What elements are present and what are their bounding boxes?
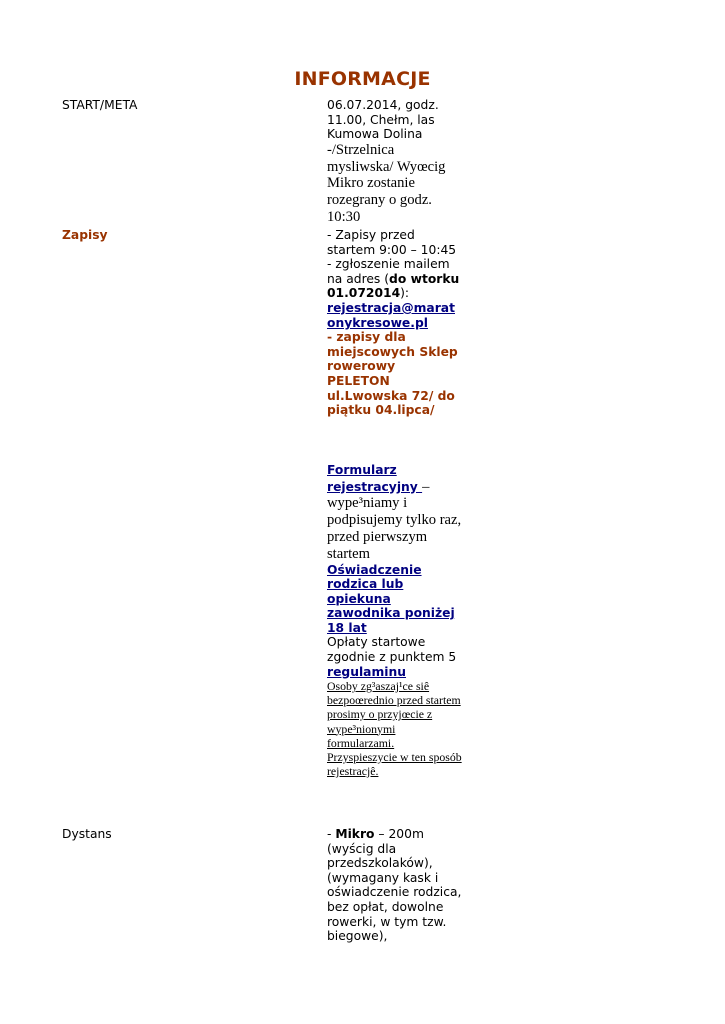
zapisy-deadline: do wtorku 01.072014 — [327, 271, 460, 301]
fees-text: Opłaty startowe zgodnie z punktem 5 regulaminu — [327, 635, 457, 679]
start-meta-venue-note: -/Strzelnica mysliwska/ Wyœcig Mikro zostanie rozegrany o godz. 10:30 — [327, 141, 446, 225]
zapisy-local-shop-info: - zapisy dla miejscowych Sklep rowerowy PELETON ul.Lwowska 72/ do piątku 04.lipca/ — [327, 330, 458, 418]
zapisy-email-info: - zgłoszenie mailem na adres (do wtorku 01.072014): — [327, 257, 460, 301]
zapisy-onsite-hours: - Zapisy przed startem 9:00 – 10:45 — [327, 228, 457, 257]
start-meta-label: START/META — [62, 98, 138, 112]
dystans-mikro: - Mikro – 200m (wyścig dla przedszkolaków), (wymagany kask i oświadczenie rodzica, bez opłat, dowolne rowerki, w tym tzw. biegowe), — [327, 827, 462, 944]
page-title: INFORMACJE — [294, 68, 431, 90]
dystans-mikro-name: Mikro — [335, 827, 375, 841]
registration-form-link[interactable]: Formularz rejestracyjny — [327, 462, 423, 494]
registration-email-link[interactable]: rejestracja@maratonykresowe.pl — [327, 300, 455, 330]
dystans-value — [327, 827, 462, 944]
dystans-label: Dystans — [62, 827, 112, 841]
start-meta-value — [327, 98, 462, 226]
registration-form-note: – wype³niamy i podpisujemy tylko raz, przed pierwszym startem — [327, 478, 462, 562]
zapisy-value — [327, 228, 462, 778]
start-meta-date-place: 06.07.2014, godz. 11.00, Chełm, las Kumowa Dolina — [327, 98, 439, 142]
zapisy-label: Zapisy — [62, 228, 108, 242]
registration-tip-note: Osoby zg³aszaj¹ce siê bezpoœrednio przed startem prosimy o przyjœcie z wype³nionymi formularzami. Przyspieszycie w ten sposób rejestracjê. — [327, 679, 462, 778]
parent-statement-link[interactable]: Oświadczenie rodzica lub opiekuna zawodnika poniżej 18 lat — [327, 562, 455, 635]
regulations-link[interactable]: regulaminu — [327, 664, 407, 679]
